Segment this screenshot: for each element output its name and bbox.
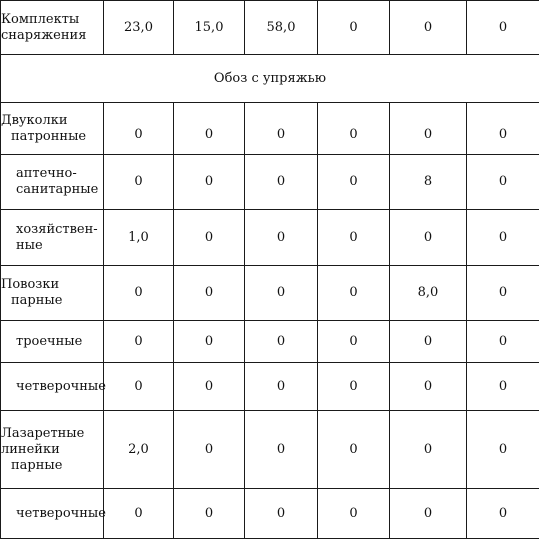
- row-label-line: Лазаретные: [1, 425, 85, 441]
- row-label-line: троечные: [16, 333, 83, 349]
- value-cell: 2,0: [104, 411, 174, 489]
- value-cell: 0: [390, 321, 467, 363]
- row-label: [1, 266, 104, 321]
- value-cell: 0: [467, 321, 539, 363]
- value-cell: 0: [174, 411, 245, 489]
- row-label-line: парные: [11, 293, 63, 308]
- value-cell: 0: [318, 1, 390, 55]
- value-cell: 0: [390, 411, 467, 489]
- row-label-line: Повозки: [1, 277, 60, 292]
- table-row: [1, 411, 539, 489]
- value-cell: 0: [104, 155, 174, 210]
- row-label-line: патронные: [11, 128, 87, 144]
- value-cell: 0: [318, 321, 390, 363]
- value-cell: 0: [174, 210, 245, 266]
- row-label: [1, 1, 104, 55]
- row-label-line: хозяйствен-: [16, 221, 98, 237]
- value-cell: 0: [245, 103, 318, 155]
- table-row: [1, 103, 539, 155]
- value-cell: 0: [318, 411, 390, 489]
- row-label-line: четверочные: [16, 378, 106, 394]
- value-cell: 0: [104, 103, 174, 155]
- row-label-line: парные: [11, 457, 63, 473]
- row-label: [1, 155, 104, 210]
- row-label-line: аптечно-: [16, 166, 77, 181]
- value-cell: 23,0: [104, 1, 174, 55]
- row-label: [1, 363, 104, 411]
- value-cell: 0: [245, 155, 318, 210]
- value-cell: 0: [174, 103, 245, 155]
- value-cell: 0: [467, 363, 539, 411]
- value-cell: 0: [174, 489, 245, 539]
- value-cell: 1,0: [104, 210, 174, 266]
- row-label: [1, 103, 104, 155]
- table-row: [1, 155, 539, 210]
- row-label: [1, 411, 104, 489]
- value-cell: 0: [318, 103, 390, 155]
- row-label-line: четверочные: [16, 505, 106, 521]
- value-cell: 0: [174, 321, 245, 363]
- value-cell: 0: [318, 155, 390, 210]
- value-cell: 0: [390, 210, 467, 266]
- value-cell: 0: [174, 266, 245, 321]
- value-cell: 0: [390, 489, 467, 539]
- row-label-line: Двуколки: [1, 112, 68, 128]
- value-cell: 0: [245, 363, 318, 411]
- section-row: [1, 55, 539, 103]
- section-title: Обоз с упряжью: [1, 55, 539, 103]
- value-cell: 0: [174, 155, 245, 210]
- row-label-line: Комплекты: [1, 11, 80, 27]
- value-cell: 0: [318, 266, 390, 321]
- table-row: [1, 1, 539, 55]
- value-cell: 0: [245, 321, 318, 363]
- value-cell: 0: [174, 363, 245, 411]
- value-cell: 0: [318, 210, 390, 266]
- value-cell: 0: [467, 103, 539, 155]
- value-cell: 0: [390, 363, 467, 411]
- row-label-line: санитарные: [16, 182, 99, 197]
- value-cell: 0: [467, 411, 539, 489]
- value-cell: 0: [104, 489, 174, 539]
- row-label-line: линейки: [1, 441, 60, 457]
- value-cell: 0: [467, 489, 539, 539]
- value-cell: 0: [104, 363, 174, 411]
- table-row: [1, 266, 539, 321]
- value-cell: 0: [390, 103, 467, 155]
- table-row: [1, 489, 539, 539]
- table-row: [1, 363, 539, 411]
- value-cell: 0: [104, 321, 174, 363]
- value-cell: 0: [104, 266, 174, 321]
- value-cell: 0: [467, 1, 539, 55]
- value-cell: 0: [467, 266, 539, 321]
- value-cell: 0: [318, 363, 390, 411]
- value-cell: 58,0: [245, 1, 318, 55]
- row-label: [1, 489, 104, 539]
- value-cell: 8,0: [390, 266, 467, 321]
- table-row: [1, 210, 539, 266]
- value-cell: 0: [318, 489, 390, 539]
- row-label-line: снаряжения: [1, 27, 87, 43]
- value-cell: 15,0: [174, 1, 245, 55]
- row-label-line: ные: [16, 237, 43, 253]
- row-label: [1, 321, 104, 363]
- value-cell: 0: [467, 210, 539, 266]
- value-cell: 0: [245, 489, 318, 539]
- value-cell: 8: [390, 155, 467, 210]
- row-label: [1, 210, 104, 266]
- value-cell: 0: [390, 1, 467, 55]
- value-cell: 0: [467, 155, 539, 210]
- value-cell: 0: [245, 411, 318, 489]
- value-cell: 0: [245, 266, 318, 321]
- value-cell: 0: [245, 210, 318, 266]
- table-row: [1, 321, 539, 363]
